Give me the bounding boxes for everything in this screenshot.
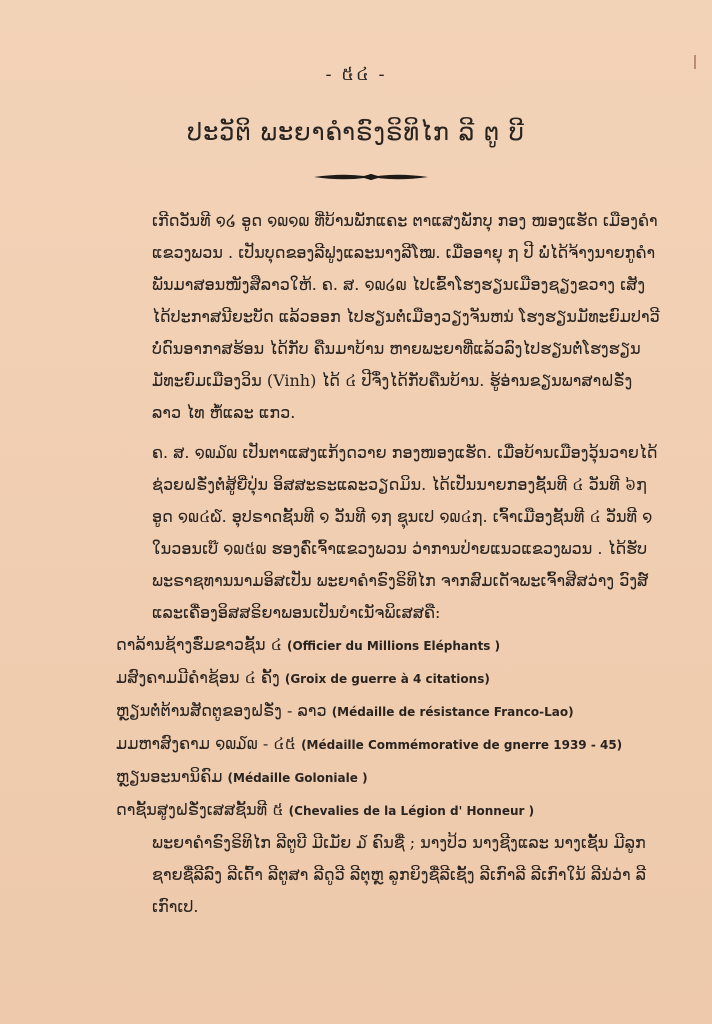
page-title: ປະວັຕິ ພະຍາຄຳຣົງຣິທິໄກ ລີ ຕູ ບີ	[187, 118, 525, 146]
decoration-item	[116, 695, 660, 728]
decoration-item	[116, 794, 660, 827]
page-number: - ៥៤ -	[325, 64, 387, 85]
decoration-french: (Groix de guerre à 4 citations)	[284, 672, 490, 686]
document-body	[116, 205, 660, 923]
paragraph-family: ພະຍາຄຳຣົງຣິທິໄກ ລີຕູບີ ມີເມັຍ ໓ ຄົນຊື່ ; ນາງປ້ວ ນາງຊີງແລະ ນາງເຊັ້ນ ມີລູກຊາຍຊື່ລີລົງ ລີເດົ້າ ລີຕູສາ ລີດູວີ ລີຕຸຫຼ ລູກຍິງຊື່ລີເຊັ້ງ ລີເກົາລີ ລີເກົາໃນ້ ລີນ່ວ່າ ລີເກົາເປ.	[152, 833, 647, 916]
decoration-french: (Médaille Commémorative de gnerre 1939 - 45)	[301, 738, 623, 752]
decoration-lao: ດາລ້ານຊ້າງຮົ່ມຂາວຊັ້ນ ៤	[116, 635, 282, 654]
paragraph-early-life: ເກີດວັນທີ ໑໒ ອູດ ໑໙໑໙ ທີ່ບ້ານພັກແຄະ ຕາແສງພັກບຸ ກອງ ໜອງແຮັດ ເມືອງຄຳ ແຂວງພວນ . ເປັນບຸດຂອງລີຟູງແລະນາງລີໂໝ. ເມື່ອອາຍຸ ໗ ປີ ພໍ່ໄດ້ຈ້າງນາຍກູຄຳພັນມາສອນໜັງສືລາວໃຫ້. ຄ. ສ. ໑໙໒໙ ໄປເຂົ້າໂຮງຮຽນເມືອງຊຽງຂວາງ ເສັງໄດ້ປະກາສນີຍະບັດ ແລ້ວອອກ ໄປຮຽນຕໍ່ເມືອງວຽງຈັນຫນ່ ໂຮງຮຽນມັທະຍົມປາວີ ບໍ່ດົນອາກາສຮ້ອນ ໄດ້ກັບ ຄືນມາບ້ານ ຫາຍພະຍາທີ່ແລ້ວລົງໄປຮຽນຕໍ່ໂຮງຮຽນມັທະຍົມເມືອງວິນ (Vinh) ໄດ້ ៤ ປີຈຶ່ງໄດ້ກັບຄືນບ້ານ. ຮູ້ອ່ານຂຽນພາສາຝຣັ່ງ ລາວ ໄທ ຫໍ້ແລະ ແກວ.	[152, 211, 660, 422]
decoration-lao: ມສົງຄາມມີຄຳຊ້ອນ ៤ ຄັ້ງ	[116, 668, 280, 687]
decoration-lao: ຫຼຽນອະນານິຄົມ	[116, 767, 223, 786]
divider-ornament-icon	[312, 172, 430, 182]
decoration-item	[116, 728, 660, 761]
decoration-item	[116, 761, 660, 794]
decoration-french: (Chevalies de la Légion d' Honneur )	[288, 804, 535, 818]
decoration-item	[116, 629, 660, 662]
decoration-lao: ຫຼຽນຕໍ່ຕ້ານສັດຕູຂອງຝຣັ່ງ - ລາວ	[116, 701, 327, 720]
paragraph-career: ຄ. ສ. ໑໙໓໙ ເປັນຕາແສງແກ້ງດວາຍ ກອງໜອງແຮັດ. ເມື່ອບ້ານເມືອງວຸ້ນວາຍໄດ້ຊ່ວຍຝຣັ່ງຕໍ່ສູ້ຍີ່ປຸ່ນ ອິສສະຣະແລະວຽດມິນ. ໄດ້ເປັນນາຍກອງຊັ້ນທີ ៤ ວັນທີ ៦໗ ອູດ ໑໙៤໖. ອຸປຣາດຊັ້ນທີ ໑ ວັນທີ ໑໗ ຊຸນເປ ໑໙៤໗. ເຈົ້າເມືອງຊັ້ນທີ ៤ ວັນທີ ໑ ໃນວອນເບ໊ ໑໙៥໙ ຮອງຄົ່ເຈົ້າແຂວງພວນ ວ່າການປ່າຍແນວແຂວງພວນ . ໄດ້ຮັບ ພະຣາຊທານນາມອິສເປັນ ພະຍາຄຳຣົງຣິທິໄກ ຈາກສົມເດັຈພະເຈົ້າສີສວ່າງ ວົງສ໌ ແລະເຄື່ອງອິສສຣິຍາພອນເປັນບຳເນັຈພິເສສຄື:	[152, 443, 658, 622]
decorations-list	[116, 629, 660, 827]
decoration-french: (Médaille de résistance Franco-Lao)	[331, 705, 574, 719]
decoration-french: (Officier du Millions Eléphants )	[287, 639, 501, 653]
decoration-french: (Médaille Goloniale )	[227, 771, 368, 785]
decoration-item	[116, 662, 660, 695]
decoration-lao: ມມຫາສົງຄາມ ໑໙໓໙ - ៤៥	[116, 734, 296, 753]
decoration-lao: ດາຊັ້ນສູງຝຣັ່ງເສສຊັ້ນທີ ៥	[116, 800, 284, 819]
